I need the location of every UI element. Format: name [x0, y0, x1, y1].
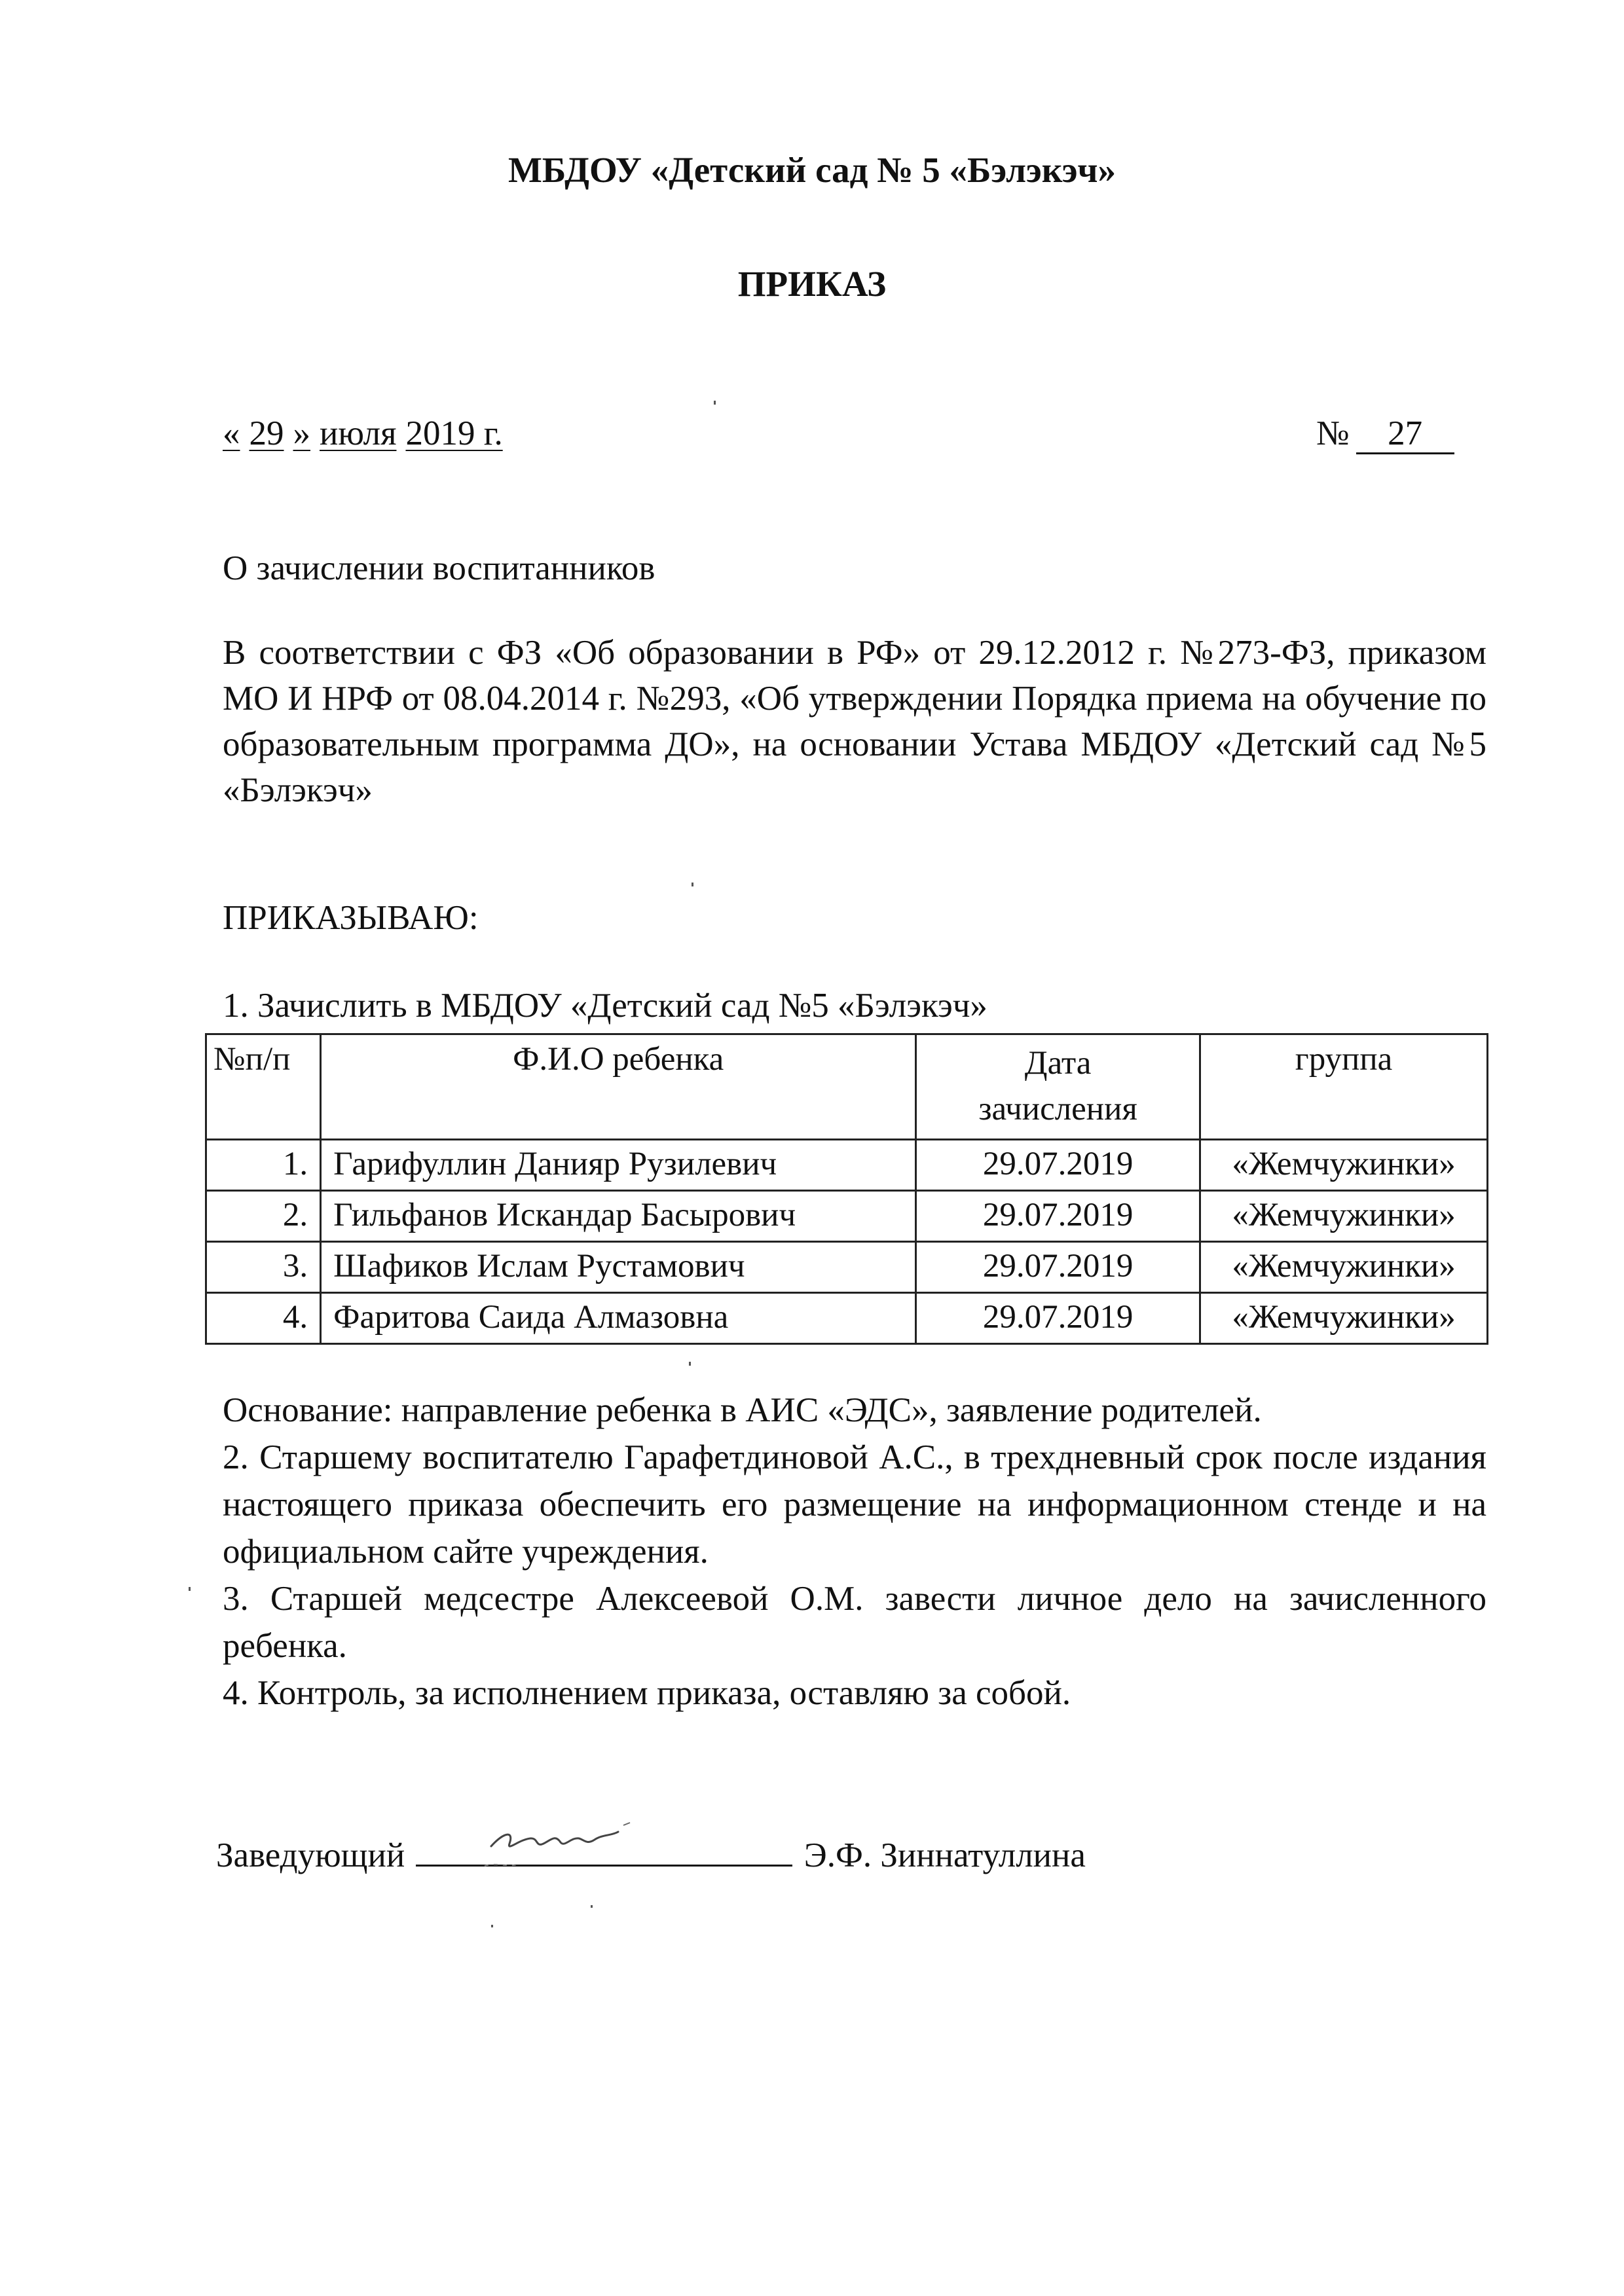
- cell-group: «Жемчужинки»: [1200, 1140, 1488, 1191]
- cell-num: 2.: [206, 1191, 321, 1242]
- table-row: [206, 1242, 1488, 1293]
- basis-paragraph: Основание: направление ребенка в АИС «ЭДС», заявление родителей.: [223, 1391, 1262, 1429]
- scan-speck: [189, 1587, 191, 1591]
- date-open-quote: «: [223, 414, 240, 452]
- cell-num: 1.: [206, 1140, 321, 1191]
- signer-position: Заведующий: [216, 1836, 405, 1874]
- date-month: июля: [320, 414, 397, 452]
- table-row: [206, 1293, 1488, 1344]
- cell-name: Шафиков Ислам Рустамович: [321, 1242, 916, 1293]
- document-type-title: ПРИКАЗ: [737, 264, 887, 304]
- item-3-paragraph: 3. Старшей медсестре Алексеевой О.М. завести личное дело на зачисленного ребенка.: [223, 1580, 1486, 1665]
- header-name: Ф.И.О ребенка: [321, 1034, 916, 1140]
- cell-num: 3.: [206, 1242, 321, 1293]
- order-subject: О зачислении воспитанников: [223, 549, 655, 587]
- cell-group: «Жемчужинки»: [1200, 1293, 1488, 1344]
- date-year: 2019 г.: [405, 414, 503, 452]
- header-date-line1: Дата: [1024, 1045, 1092, 1082]
- item-1-caption: 1. Зачислить в МБДОУ «Детский сад №5 «Бэлэкэч»: [223, 987, 987, 1025]
- header-group: группа: [1200, 1034, 1488, 1140]
- cell-group: «Жемчужинки»: [1200, 1242, 1488, 1293]
- scan-speck: [491, 1925, 493, 1927]
- scan-speck: [714, 401, 716, 405]
- cell-group: «Жемчужинки»: [1200, 1191, 1488, 1242]
- scan-speck: [692, 883, 693, 886]
- cell-date: 29.07.2019: [916, 1242, 1200, 1293]
- order-date: [223, 414, 503, 453]
- table-row: [206, 1140, 1488, 1191]
- scan-speck: [591, 1905, 593, 1908]
- handwritten-signature: [478, 1806, 648, 1878]
- preamble-paragraph: В соответствии с ФЗ «Об образовании в РФ» от 29.12.2012 г. №273-ФЗ, приказом МО И НРФ от 08.04.2014 г. №293, «Об утверждении Порядка приема на обучение по образовательным программа ДО», на основании Устава МБДОУ «Детский сад №5 «Бэлэкэч»: [223, 634, 1486, 809]
- date-day: 29: [249, 414, 284, 452]
- cell-date: 29.07.2019: [916, 1140, 1200, 1191]
- order-word: ПРИКАЗЫВАЮ:: [223, 899, 479, 937]
- header-num: №п/п: [206, 1034, 321, 1140]
- organization-title: МБДОУ «Детский сад № 5 «Бэлэкэч»: [507, 150, 1116, 190]
- cell-date: 29.07.2019: [916, 1293, 1200, 1344]
- enrolled-children-table: [205, 1033, 1488, 1345]
- signer-name: Э.Ф. Зиннатуллина: [803, 1836, 1086, 1874]
- cell-name: Гарифуллин Данияр Рузилевич: [321, 1140, 916, 1191]
- order-body: [223, 1387, 1486, 1717]
- item-2-paragraph: 2. Старшему воспитателю Гарафетдиновой А.С., в трехдневный срок после издания настоящего приказа обеспечить его размещение на информационном стенде и на официальном сайте учреждения.: [223, 1438, 1486, 1571]
- table-header-row: [206, 1034, 1488, 1140]
- cell-num: 4.: [206, 1293, 321, 1344]
- order-number-label: №: [1316, 414, 1350, 452]
- scan-speck: [689, 1362, 691, 1366]
- header-date: [916, 1034, 1200, 1140]
- cell-name: Гильфанов Искандар Басырович: [321, 1191, 916, 1242]
- signature-line: [416, 1833, 792, 1867]
- cell-name: Фаритова Саида Алмазовна: [321, 1293, 916, 1344]
- signature-row: [216, 1833, 1086, 1875]
- order-number: [1316, 414, 1454, 454]
- order-number-value: 27: [1356, 416, 1454, 454]
- table-row: [206, 1191, 1488, 1242]
- header-date-line2: зачисления: [978, 1091, 1137, 1127]
- date-close-quote: »: [293, 414, 310, 452]
- cell-date: 29.07.2019: [916, 1191, 1200, 1242]
- item-4-paragraph: 4. Контроль, за исполнением приказа, оставляю за собой.: [223, 1674, 1071, 1712]
